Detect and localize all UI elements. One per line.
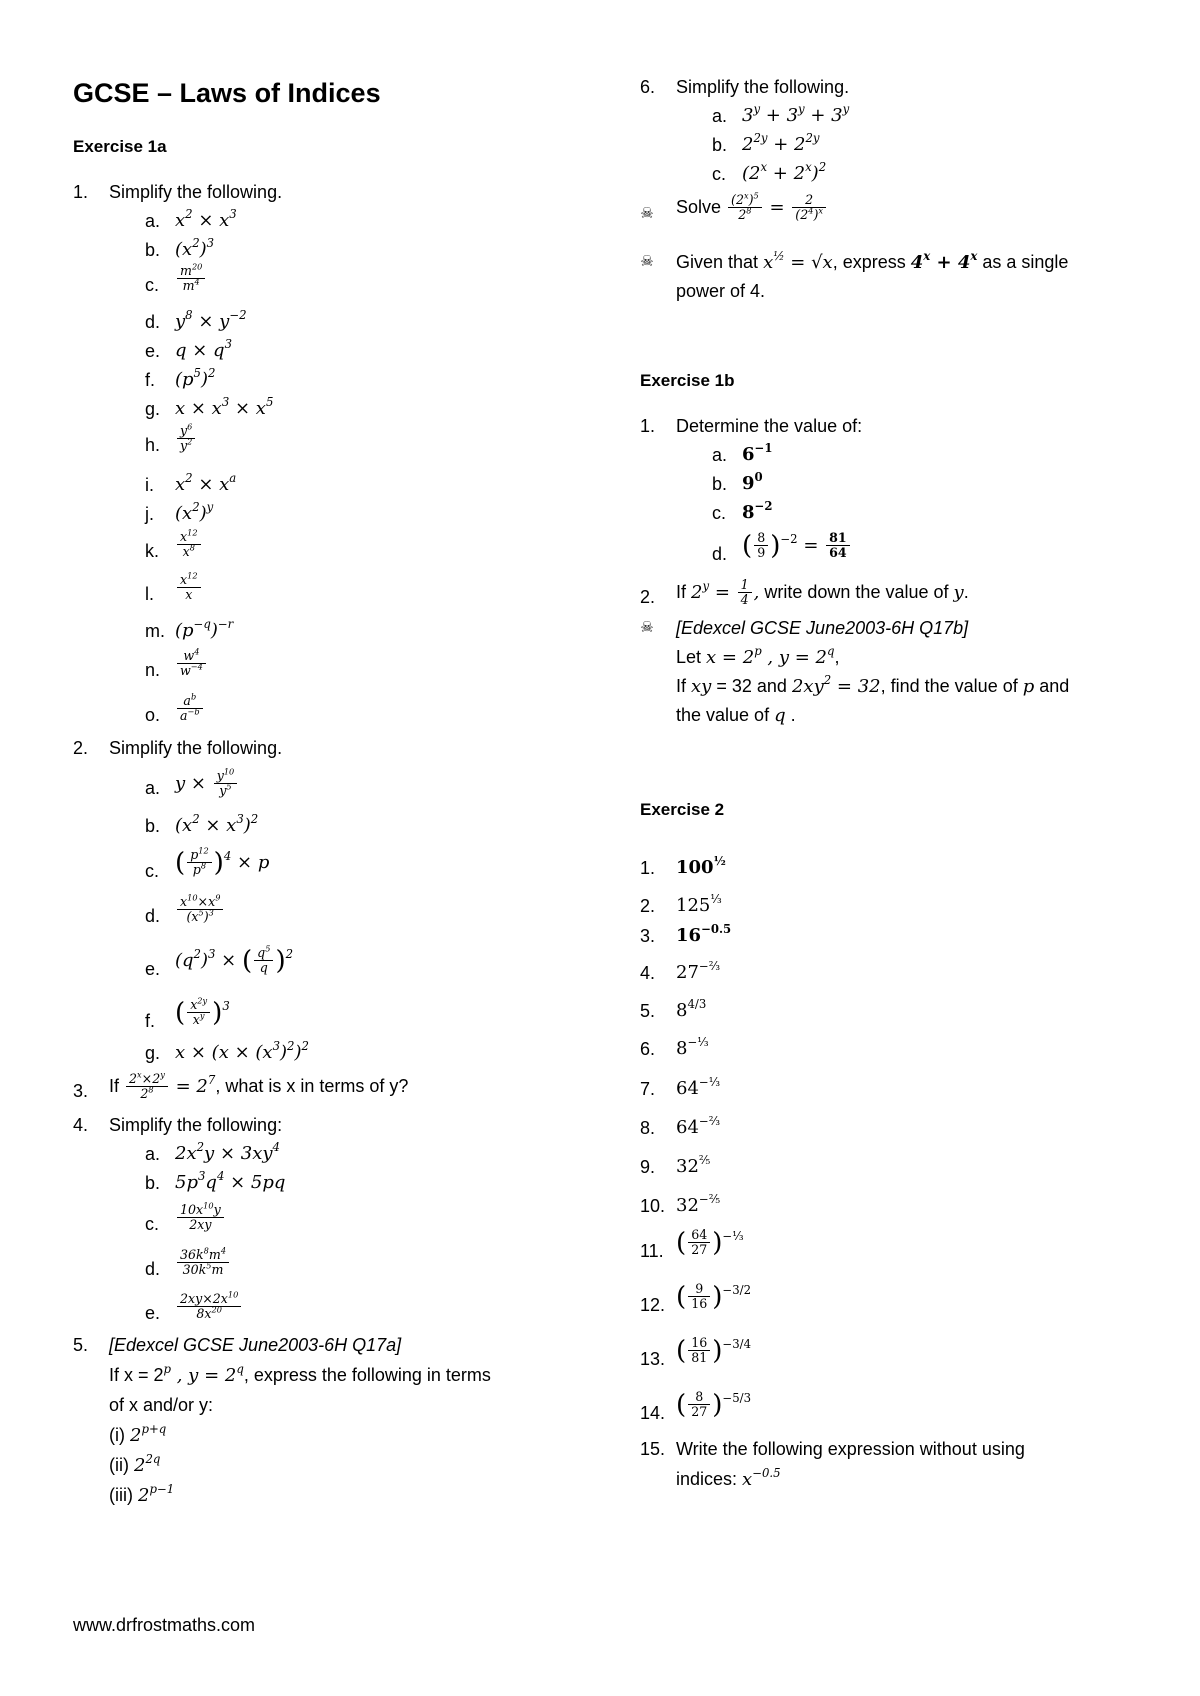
q3b-value: the value of q . — [676, 705, 796, 726]
q5-text: If $x = 2^p$ , $y = 2^q$, express the following in terms — [109, 1361, 491, 1386]
exercise-2-heading: Exercise 2 — [640, 800, 725, 819]
q5-part-iii: (iii) $2^{p-1}$ — [109, 1481, 175, 1506]
ex2-q15-line2: indices: $x^{-0.5}$ — [676, 1465, 781, 1490]
q5-text-2: of x and/or y: — [109, 1395, 214, 1415]
skull-icon: ☠ — [640, 619, 654, 636]
exercise-1a-heading: Exercise 1a — [73, 137, 167, 156]
page-title: GCSE – Laws of Indices — [73, 78, 381, 108]
q5-part-ii: (ii) $2^{2q}$ — [109, 1451, 161, 1476]
skull-icon: ☠ — [640, 205, 654, 222]
q3b-let: Let $x = 2^p$ , $y = 2^q$, — [676, 643, 840, 668]
skull-icon: ☠ — [640, 253, 654, 270]
q5-part-i: (i) $2^{p+q}$ — [109, 1421, 167, 1446]
footer-url: www.drfrostmaths.com — [73, 1615, 256, 1635]
exercise-1b-heading: Exercise 1b — [640, 371, 735, 390]
given-question-line2: power of 4. — [676, 281, 766, 301]
q3b-if: If xy = 32 and $2xy^2 = 32$, find the value of p and — [676, 672, 1070, 697]
